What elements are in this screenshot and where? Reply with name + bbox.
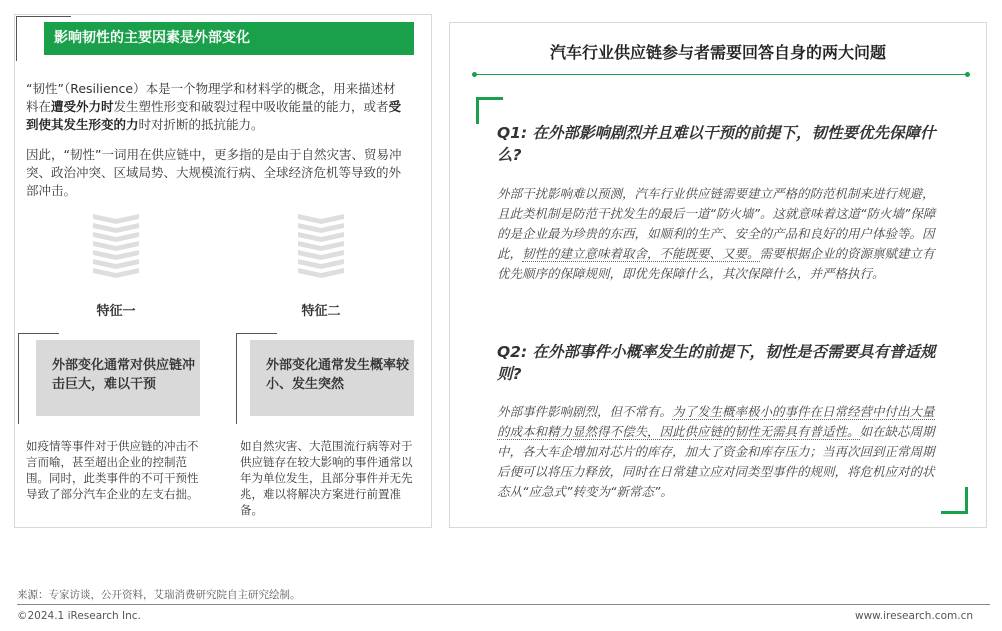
right-title: 汽车行业供应链参与者需要回答自身的两大问题 (549, 43, 886, 62)
divider-dot-left (472, 72, 477, 77)
corner-bracket-top-left (476, 97, 503, 124)
resilience-supply-chain: 因此，“韧性”一词用在供应链中，更多指的是由于自然灾害、贸易冲突、政治冲突、区域局势、大规模流行病、全球经济危机等导致的外部冲击。 (26, 147, 402, 198)
resilience-definition: “韧性”（Resilience）本是一个物理学和材料学的概念，用来描述材料在遭受外力时发生塑性形变和破裂过程中吸收能量的能力，或者受到使其发生形变的力时对折断的抵抗能力。 (26, 81, 402, 132)
answer-1: 外部干扰影响难以预测，汽车行业供应链需要建立严格的防范机制来进行规避，且此类机制是防范干扰发生的最后一道“防火墙”。这就意味着这道“防火墙”保障的是企业最为珍贵的东西，如顺利的生产、安全的产品和良好的用户体验等。因此，韧性的建立意味着取舍，不能既要、又要。需要根据企业的资源禀赋建立有优先顺序的保障规则，即优先保障什么，其次保障什么，并严格执行。 (497, 186, 936, 281)
answer-2: 外部事件影响剧烈，但不常有。为了发生概率极小的事件在日常经营中付出大量的成本和精力显然得不偿失，因此供应链的韧性无需具有普适性。如在缺芯周期中，各大车企增加对芯片的库存，加大了资金和库存压力；当再次回到正常周期后便可以将压力释放，同时在日常建立应对同类型事件的规则，将危机应对的状态从“应急式”转变为“新常态”。 (497, 404, 935, 499)
source-note: 来源：专家访谈，公开资料，艾瑞消费研究院自主研究绘制。 (17, 589, 301, 601)
feature-2-description: 如自然灾害、大范围流行病等对于供应链存在较大影响的事件通常以年为单位发生，且部分事件并无先兆，难以将解决方案进行前置准备。 (240, 439, 413, 517)
website-link[interactable]: www.iresearch.com.cn (854, 610, 973, 622)
feature-1-title: 特征一 (96, 304, 136, 319)
copyright: ©2024.1 iResearch Inc. (17, 610, 141, 622)
left-header: 影响韧性的主要因素是外部变化 (44, 22, 414, 55)
question-2: Q2: 在外部事件小概率发生的前提下，韧性是否需要具有普适规则? (497, 343, 936, 383)
feature-2-box: 外部变化通常发生概率较小、发生突然 (250, 340, 414, 416)
chevron-stack-icon (93, 214, 139, 282)
chevron-stack-icon (298, 214, 344, 282)
corner-bracket-bottom-right (941, 487, 968, 514)
footer-divider (17, 604, 990, 605)
feature-2-title: 特征二 (301, 304, 341, 319)
title-divider (474, 74, 968, 75)
feature-1-box: 外部变化通常对供应链冲击巨大，难以干预 (36, 340, 200, 416)
feature-1-description: 如疫情等事件对于供应链的冲击不言而喻，甚至超出企业的控制范围。同时，此类事件的不可干预性导致了部分汽车企业的左支右拙。 (26, 439, 199, 501)
divider-dot-right (965, 72, 970, 77)
question-1: Q1: 在外部影响剧烈并且难以干预的前提下，韧性要优先保障什么? (497, 124, 936, 164)
